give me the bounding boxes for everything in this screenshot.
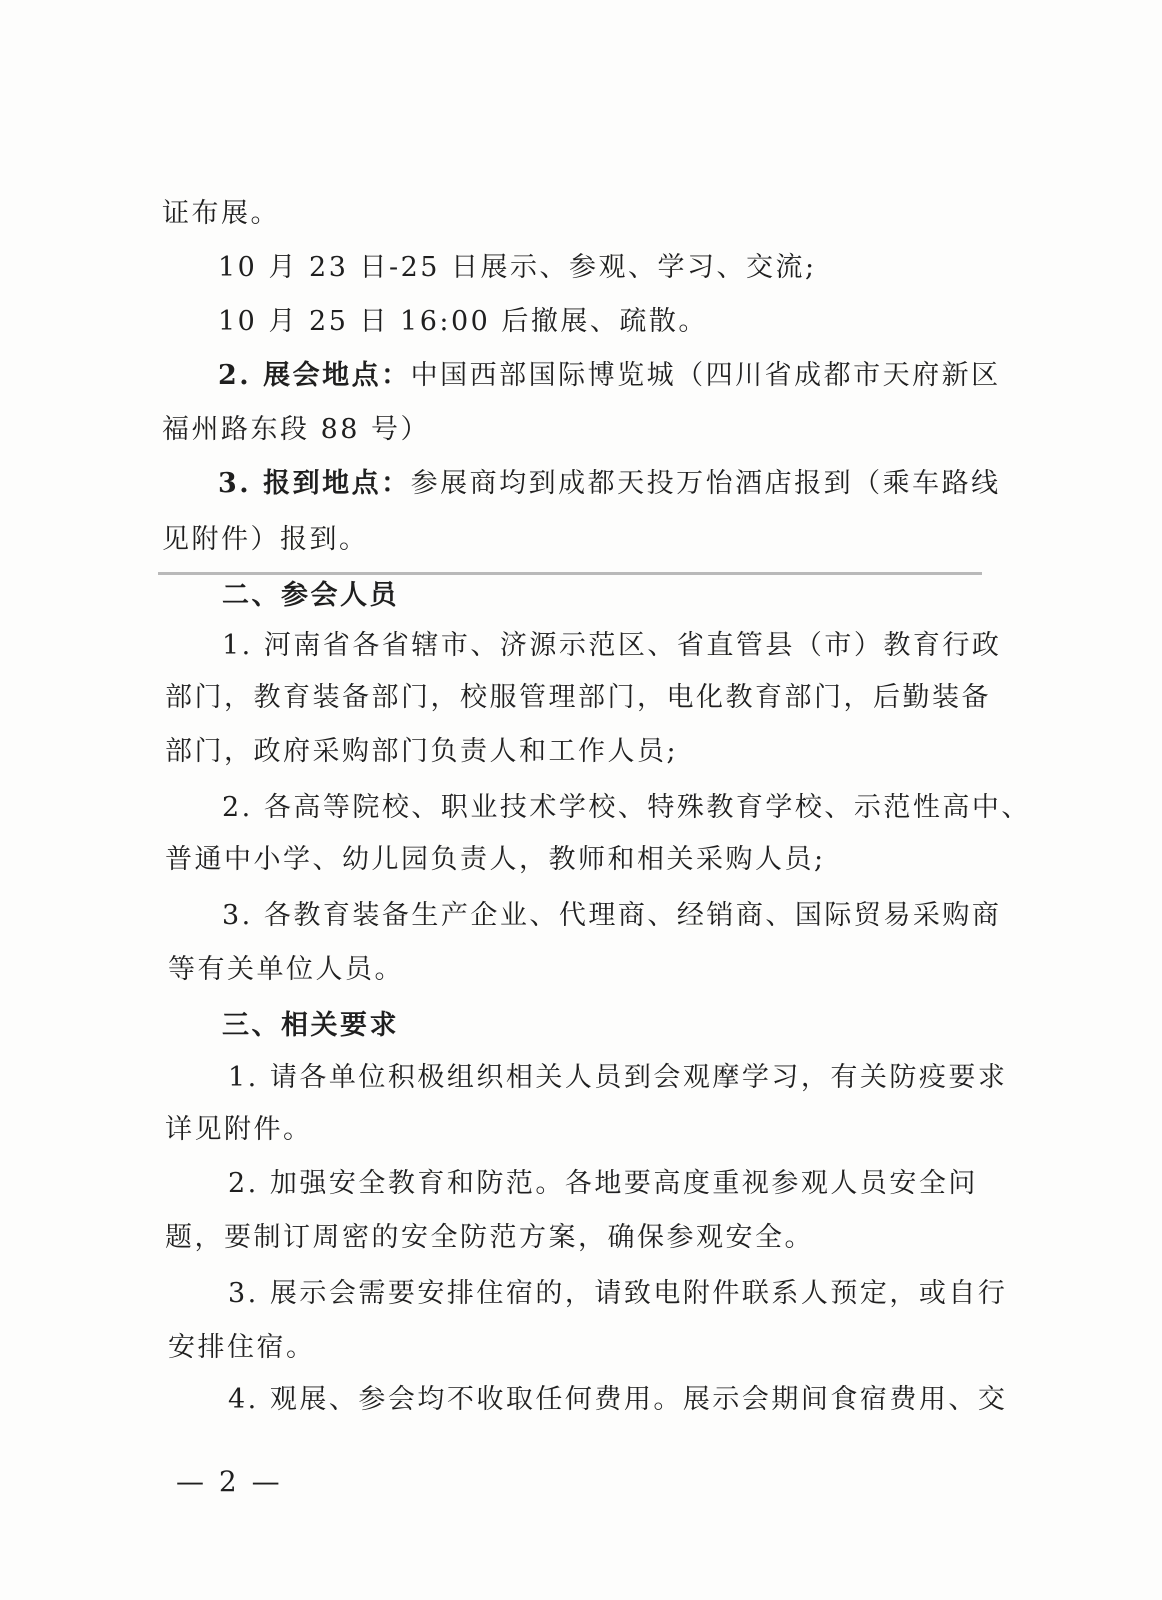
attendees-item-3-continued: 等有关单位人员。 bbox=[168, 954, 404, 985]
attendees-item-1-continued: 部门，教育装备部门，校服管理部门，电化教育部门，后勤装备 bbox=[165, 682, 991, 713]
registration-label: 3. 报到地点： bbox=[218, 468, 411, 499]
requirements-item-2-continued: 题，要制订周密的安全防范方案，确保参观安全。 bbox=[165, 1222, 814, 1253]
venue-line-continued: 福州路东段 88 号） bbox=[162, 414, 431, 445]
attendees-item-1-end: 部门，政府采购部门负责人和工作人员; bbox=[165, 736, 679, 767]
requirements-item-3: 3. 展示会需要安排住宿的，请致电附件联系人预定，或自行 bbox=[228, 1278, 1008, 1309]
divider-rule bbox=[158, 572, 982, 575]
section-heading-attendees: 二、参会人员 bbox=[222, 580, 399, 611]
requirements-item-2: 2. 加强安全教育和防范。各地要高度重视参观人员安全问 bbox=[228, 1168, 978, 1199]
attendees-item-3: 3. 各教育装备生产企业、代理商、经销商、国际贸易采购商 bbox=[222, 900, 1002, 931]
registration-line: 3. 报到地点：参展商均到成都天投万怡酒店报到（乘车路线 bbox=[218, 468, 1001, 499]
requirements-item-3-continued: 安排住宿。 bbox=[168, 1332, 316, 1363]
attendees-item-1: 1. 河南省各省辖市、济源示范区、省直管县（市）教育行政 bbox=[222, 630, 1002, 661]
schedule-line-dismantle: 10 月 25 日 16:00 后撤展、疏散。 bbox=[218, 306, 708, 337]
requirements-item-4: 4. 观展、参会均不收取任何费用。展示会期间食宿费用、交 bbox=[228, 1384, 1008, 1415]
registration-line-continued: 见附件）报到。 bbox=[162, 524, 369, 555]
attendees-item-2-continued: 普通中小学、幼儿园负责人，教师和相关采购人员; bbox=[165, 844, 826, 875]
schedule-line-exhibition: 10 月 23 日-25 日展示、参观、学习、交流; bbox=[218, 252, 817, 283]
text-line-1: 证布展。 bbox=[162, 198, 280, 229]
page-number: — 2 — bbox=[176, 1465, 283, 1498]
section-heading-requirements: 三、相关要求 bbox=[222, 1010, 399, 1041]
requirements-item-1-continued: 详见附件。 bbox=[165, 1114, 313, 1145]
venue-label: 2. 展会地点： bbox=[218, 360, 411, 391]
venue-line: 2. 展会地点：中国西部国际博览城（四川省成都市天府新区 bbox=[218, 360, 1001, 391]
attendees-item-2: 2. 各高等院校、职业技术学校、特殊教育学校、示范性高中、 bbox=[222, 792, 1031, 823]
requirements-item-1: 1. 请各单位积极组织相关人员到会观摩学习，有关防疫要求 bbox=[228, 1062, 1008, 1093]
